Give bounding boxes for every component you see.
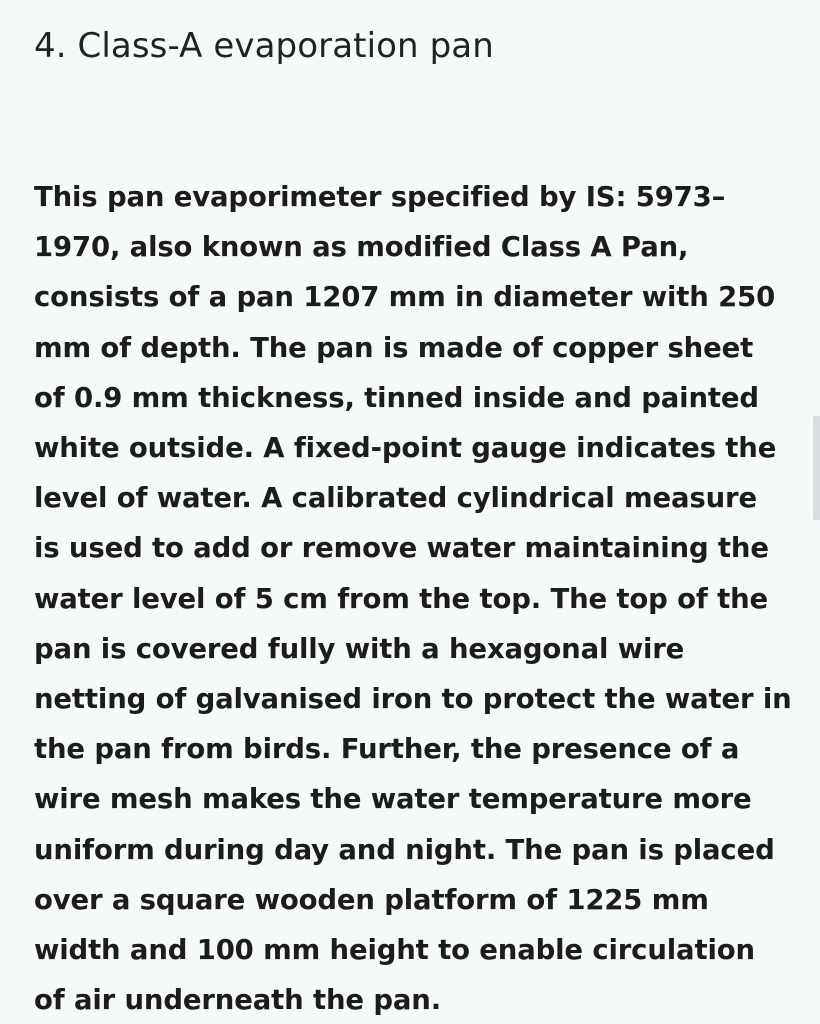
paragraph-line: 1970, also known as modified Class A Pan, [34,231,689,264]
paragraph-line: This pan evaporimeter specified by IS: 5973– [34,181,726,213]
paragraph-line: over a square wooden platform of 1225 mm [34,883,709,916]
description-paragraph [34,172,809,1024]
paragraph-line: netting of galvanised iron to protect the water in [34,683,792,716]
paragraph-line: pan is covered fully with a hexagonal wire [34,632,685,665]
paragraph-line: is used to add or remove water maintaining the [34,532,769,565]
paragraph-line: mm of depth. The pan is made of copper sheet [34,331,754,364]
paragraph-line: consists of a pan 1207 mm in diameter with 250 [34,281,776,314]
paragraph-line: width and 100 mm height to enable circulation [34,934,755,967]
paragraph-line: white outside. A fixed-point gauge indicates the [34,432,777,465]
paragraph-line: the pan from birds. Further, the presence of a [34,733,740,766]
paragraph-line: uniform during day and night. The pan is placed [34,833,775,866]
paragraph-line: wire mesh makes the water temperature more [34,783,752,816]
section-heading: 4. Class-A evaporation pan [34,26,494,66]
paragraph-line: of air underneath the pan. [34,984,442,1017]
paragraph-line: of 0.9 mm thickness, tinned inside and painted [34,381,759,414]
paragraph-line: level of water. A calibrated cylindrical measure [34,482,757,515]
paragraph-line: water level of 5 cm from the top. The top of the [34,582,769,615]
scrollbar-thumb[interactable] [813,416,820,520]
